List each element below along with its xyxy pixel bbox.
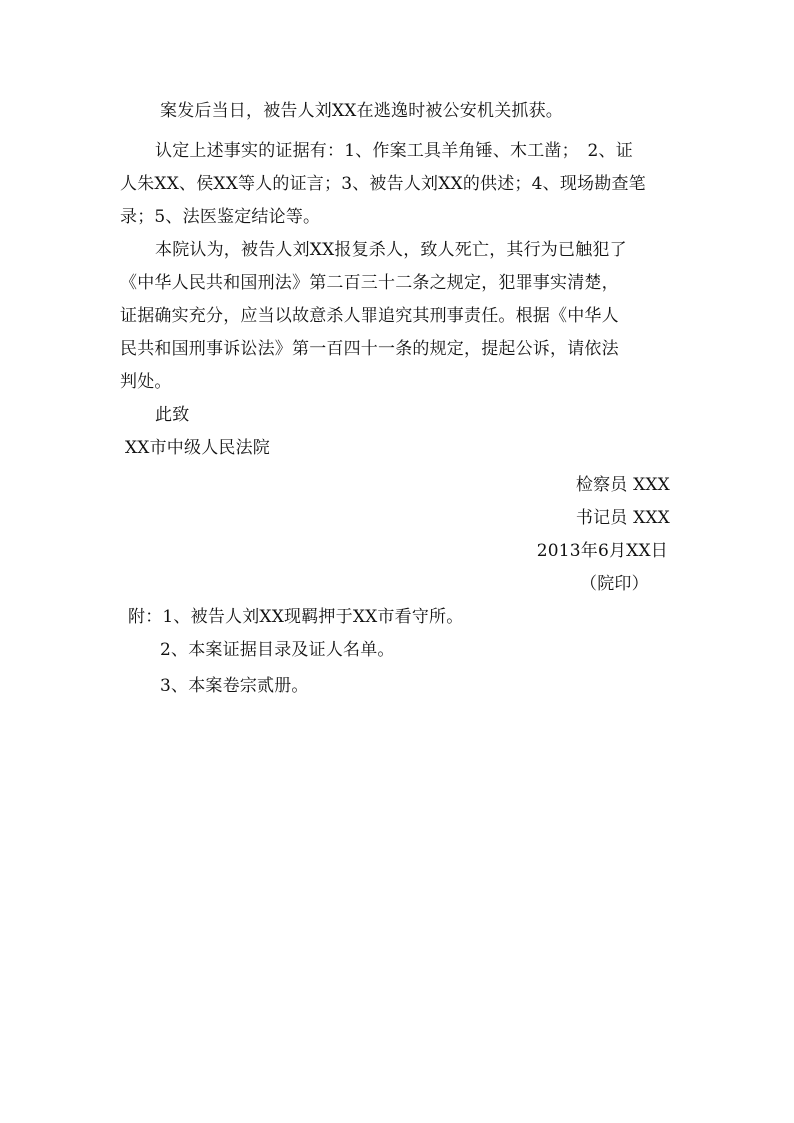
paragraph-line: 认定上述事实的证据有：1、作案工具羊角锤、木工凿； 2、证 [155,141,633,161]
paragraph-line: 民共和国刑事诉讼法》第一百四十一条的规定，提起公诉，请依法 [120,339,619,359]
document-date: 2013年6月XX日 [536,541,668,561]
paragraph-line: 证据确实充分，应当以故意杀人罪追究其刑事责任。根据《中华人 [120,306,619,326]
paragraph-line: 《中华人民共和国刑法》第二百三十二条之规定，犯罪事实清楚， [120,273,619,293]
court-seal: （院印） [580,574,649,594]
paragraph-line: 案发后当日，被告人刘XX在逃逸时被公安机关抓获。 [160,101,564,121]
salutation: 此致 [155,405,190,425]
clerk-signature: 书记员 XXX [575,508,670,528]
paragraph-line: 人朱XX、侯XX等人的证言；3、被告人刘XX的供述；4、现场勘查笔 [120,174,646,194]
prosecutor-signature: 检察员 XXX [575,475,670,495]
paragraph-line: 判处。 [120,372,172,392]
attachment-item: 2、本案证据目录及证人名单。 [160,640,395,660]
recipient: XX市中级人民法院 [125,438,271,458]
attachment-item: 3、本案卷宗贰册。 [160,676,309,696]
attachment-item: 附：1、被告人刘XX现羁押于XX市看守所。 [128,607,464,627]
paragraph-line: 录；5、法医鉴定结论等。 [120,207,321,227]
paragraph-line: 本院认为，被告人刘XX报复杀人，致人死亡，其行为已触犯了 [155,240,627,260]
